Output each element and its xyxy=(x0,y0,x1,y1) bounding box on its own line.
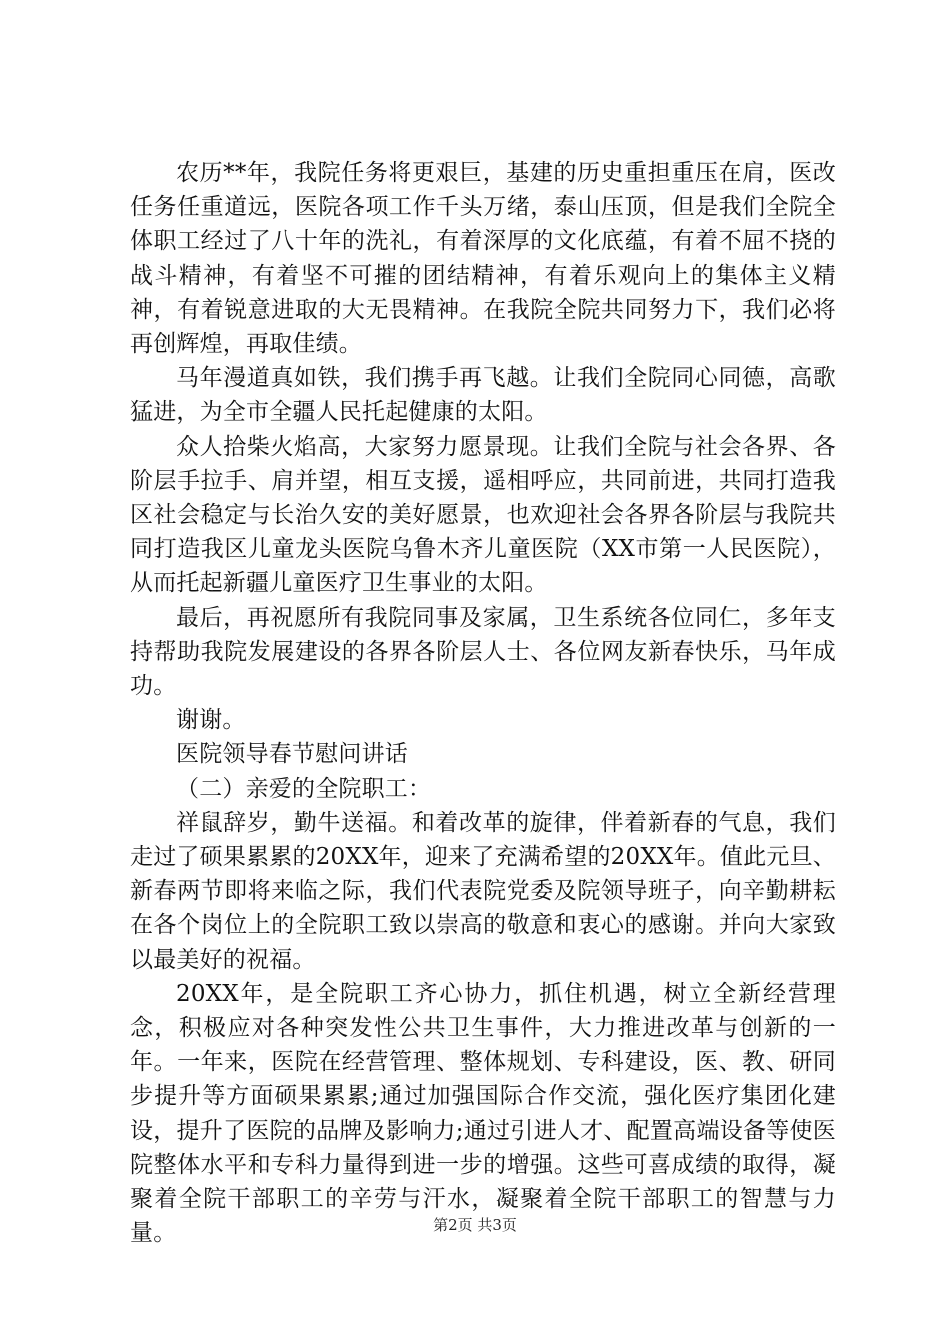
section-title: 医院领导春节慰问讲话 xyxy=(176,741,408,768)
salutation: （二）亲爱的全院职工： xyxy=(176,775,432,802)
paragraph-collective-effort: 众人拾柴火焰高，大家努力愿景现。让我们全院与社会各界、各阶层手拉手、肩并望，相互支援，遥相呼应，共同前进，共同打造我区社会稳定与长治久安的美好愿景，也欢迎社会各界各阶层与我院共同打造我区儿童龙头医院乌鲁木齐儿童医院（XX市第一人民医院），从而托起新疆儿童医疗卫生事业的太阳。 xyxy=(130,433,836,597)
paragraph-year-review: 20XX年，是全院职工齐心协力，抓住机遇，树立全新经营理念，积极应对各种突发性公共卫生事件，大力推进改革与创新的一年。一年来，医院在经营管理、整体规划、专科建设，医、教、研同步提升等方面硕果累累;通过加强国际合作交流，强化医疗集团化建设，提升了医院的品牌及影响力;通过引进人才、配置高端设备等使医院整体水平和专科力量得到进一步的增强。这些可喜成绩的取得，凝聚着全院干部职工的辛劳与汗水，凝聚着全院干部职工的智慧与力量。 xyxy=(130,980,836,1247)
page-footer: 第2页 共3页 xyxy=(433,1216,517,1234)
paragraph-horse-year: 马年漫道真如铁，我们携手再飞越。让我们全院同心同德，高歌猛进，为全市全疆人民托起健康的太阳。 xyxy=(130,365,836,426)
paragraph-new-year-greeting: 祥鼠辞岁，勤牛送福。和着改革的旋律，伴着新春的气息，我们走过了硕果累累的20XX年，迎来了充满希望的20XX年。值此元旦、新春两节即将来临之际，我们代表院党委及院领导班子，向辛勤耕耘在各个岗位上的全院职工致以崇高的敬意和衷心的感谢。并向大家致以最美好的祝福。 xyxy=(130,809,836,973)
document-body xyxy=(130,156,836,1251)
paragraph-final-wishes: 最后，再祝愿所有我院同事及家属，卫生系统各位同仁，多年支持帮助我院发展建设的各界各阶层人士、各位网友新春快乐，马年成功。 xyxy=(130,604,836,700)
paragraph-lunar-year: 农历**年，我院任务将更艰巨，基建的历史重担重压在肩，医改任务任重道远，医院各项工作千头万绪，泰山压顶，但是我们全院全体职工经过了八十年的洗礼，有着深厚的文化底蕴，有着不屈不挠的战斗精神，有着坚不可摧的团结精神，有着乐观向上的集体主义精神，有着锐意进取的大无畏精神。在我院全院共同努力下，我们必将再创辉煌，再取佳绩。 xyxy=(130,160,836,358)
paragraph-thanks: 谢谢。 xyxy=(176,707,246,734)
